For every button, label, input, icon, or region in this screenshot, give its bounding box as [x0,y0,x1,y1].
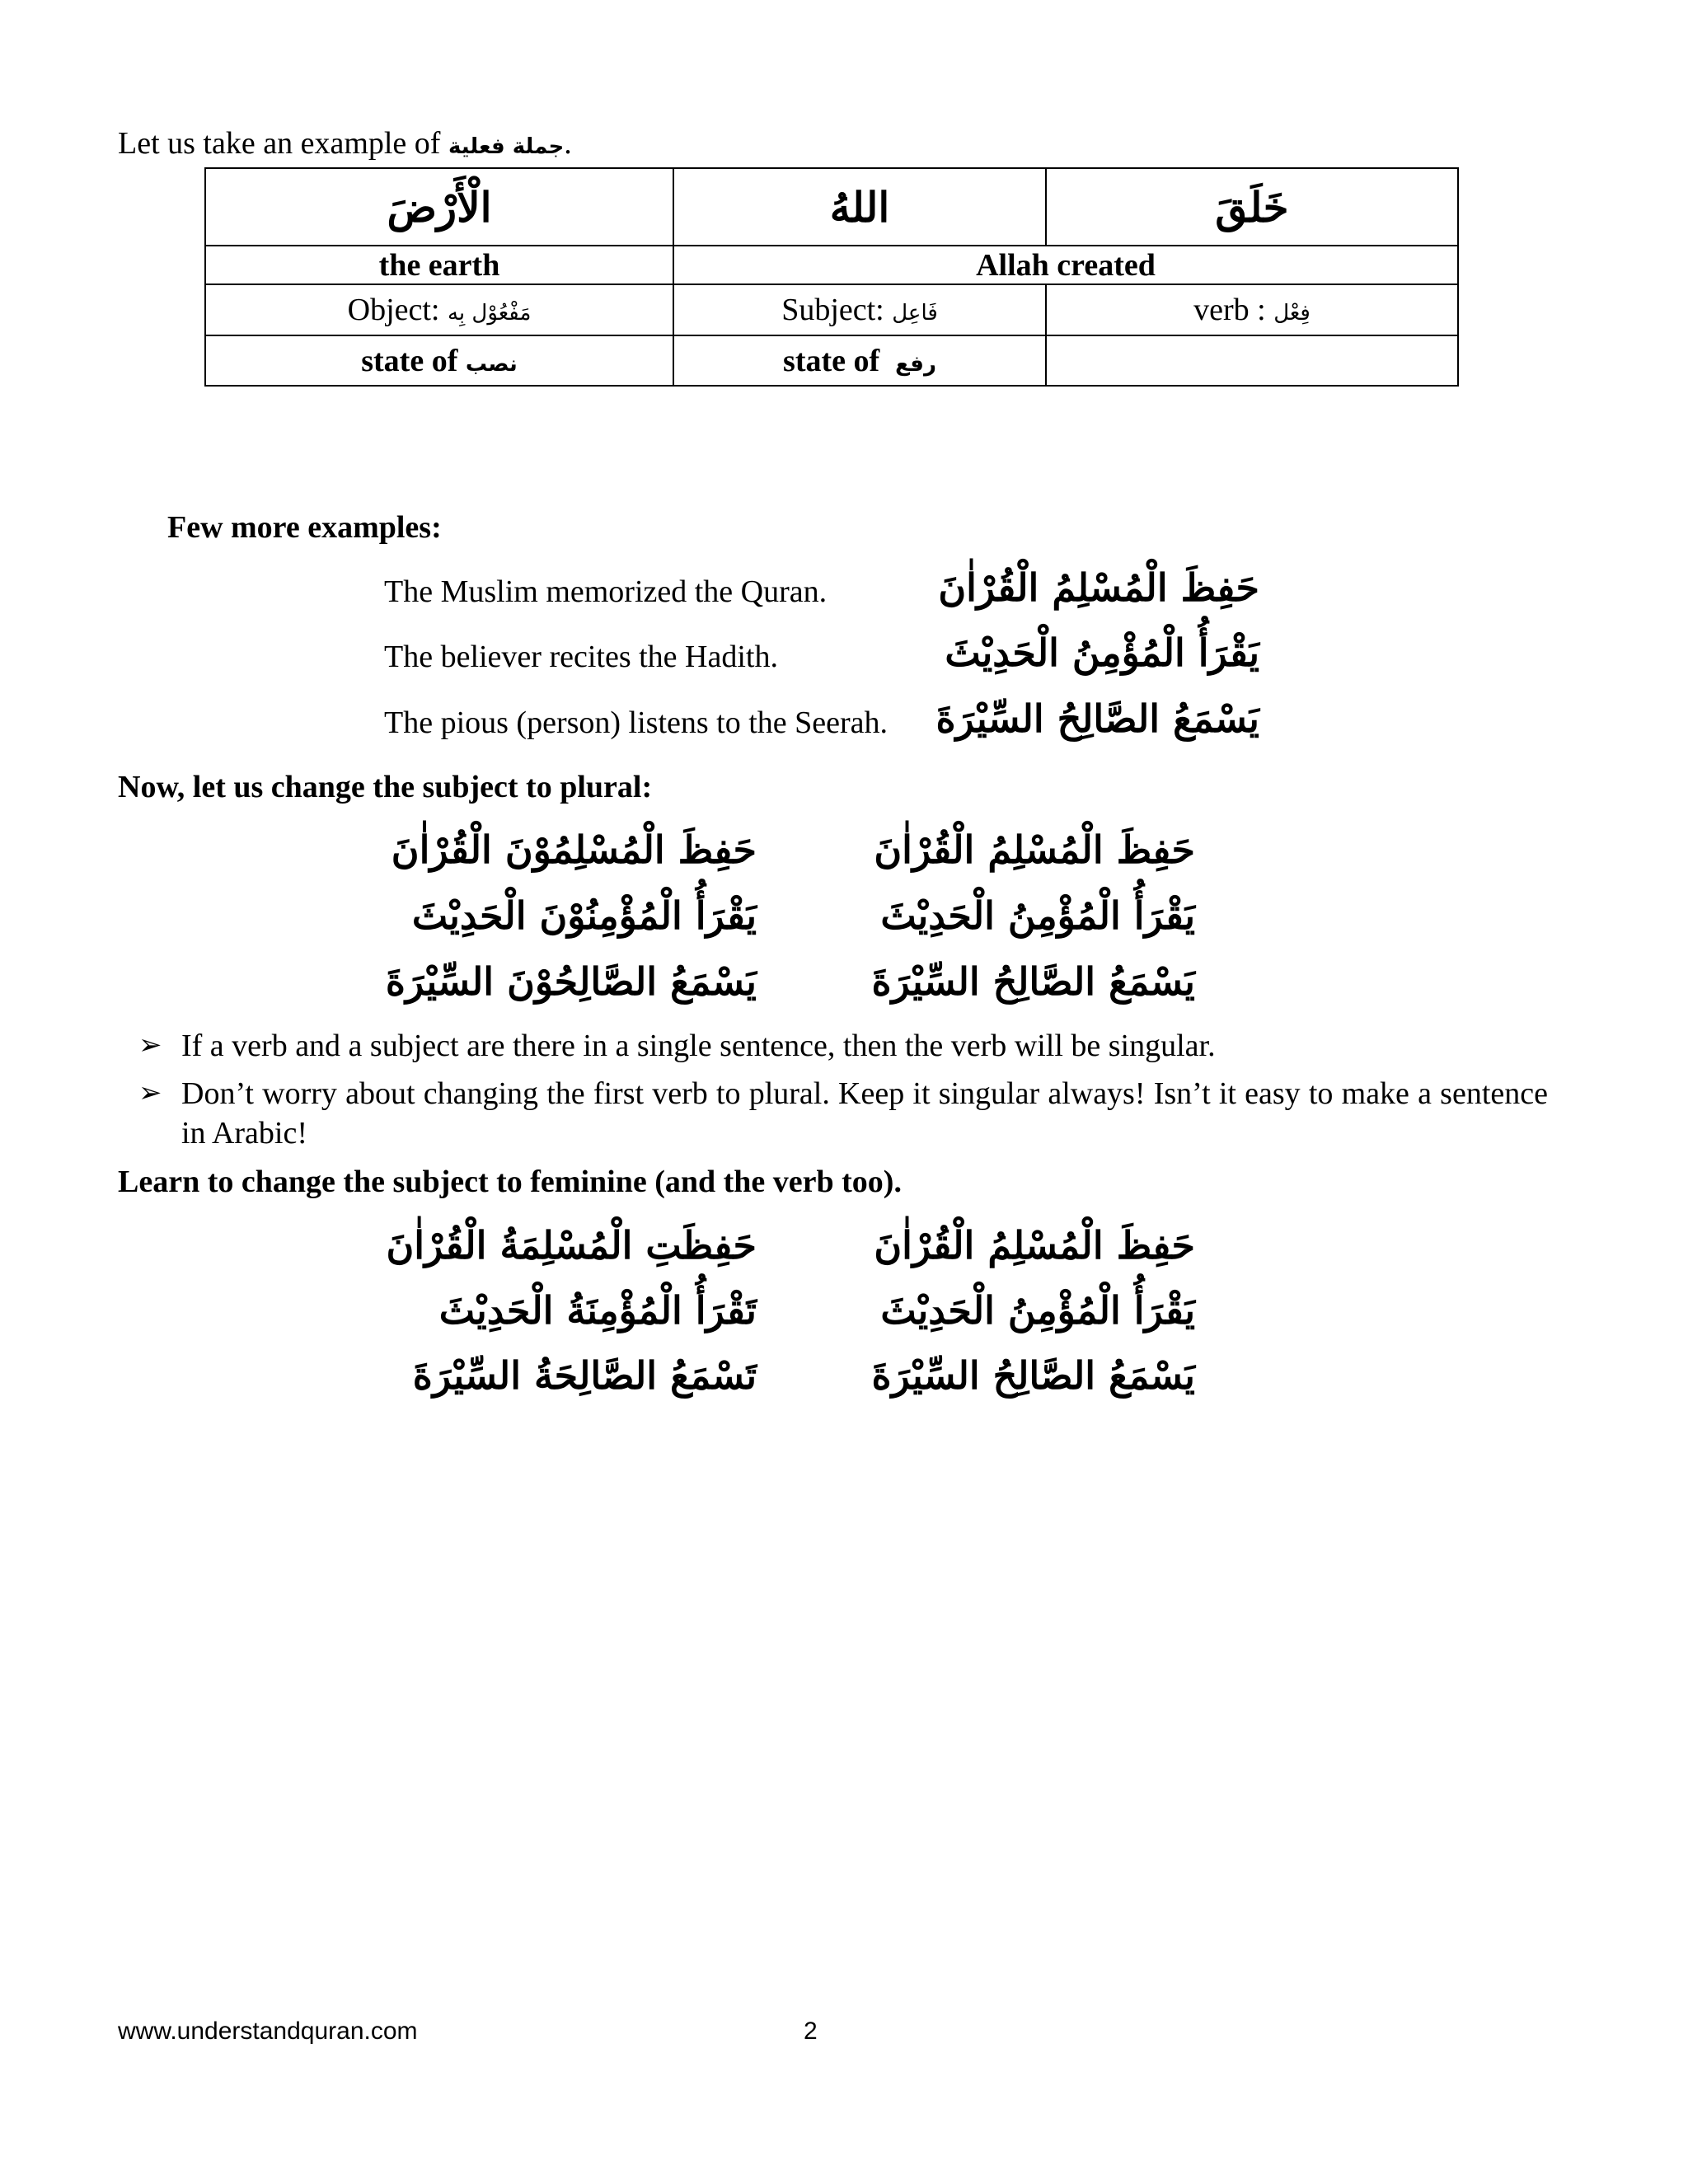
table-cell-subject-role: Subject: فَاعِل [673,284,1046,335]
example-english: The believer recites the Hadith. [384,640,778,674]
note-text: Don’t worry about changing the first verb to plural. Keep it singular always! Isn’t it easy to make a sentence in Arabic! [181,1076,1548,1151]
feminine-pair-row [0,1353,1688,1411]
masculine-sentence: حَفِظَ الْمُسْلِمُ الْقُرْاٰنَ [874,1223,1195,1268]
table-row-states [205,335,1458,386]
masculine-sentence: يَسْمَعُ الصَّالِحُ السِّيْرَةَ [871,1353,1195,1398]
note-item [138,1026,1548,1066]
example-row [0,565,1688,623]
feminine-sentence: تَقْرَأُ الْمُؤْمِنَةُ الْحَدِيْثَ [438,1288,757,1333]
note-text: If a verb and a subject are there in a single sentence, then the verb will be singular. [181,1029,1216,1063]
table-cell-verb-state [1046,335,1458,386]
singular-sentence: حَفِظَ الْمُسْلِمُ الْقُرْاٰنَ [874,827,1195,872]
feminine-sentence: تَسْمَعُ الصَّالِحَةُ السِّيْرَةَ [412,1353,757,1398]
plural-sentence: حَفِظَ الْمُسْلِمُوْنَ الْقُرْاٰنَ [391,827,757,872]
few-examples-heading: Few more examples: [167,510,442,545]
singular-sentence: يَسْمَعُ الصَّالِحُ السِّيْرَةَ [871,959,1195,1004]
example-english: The Muslim memorized the Quran. [384,574,828,609]
arrow-bullet-icon: ➢ [138,1078,162,1108]
table-cell-verb-subject-english: Allah created [673,246,1458,284]
plural-pair-row [0,893,1688,951]
intro-text: Let us take an example of [118,126,441,161]
table-cell-object-english: the earth [205,246,673,284]
example-row [0,630,1688,688]
table-cell-verb-arabic: خَلَقَ [1046,168,1458,246]
table-cell-subject-arabic: اللهُ [673,168,1046,246]
table-cell-verb-role: verb : فِعْل [1046,284,1458,335]
plural-heading: Now, let us change the subject to plural: [118,770,653,804]
page-number: 2 [804,2018,818,2045]
feminine-heading: Learn to change the subject to feminine (and the verb too). [118,1165,902,1199]
plural-sentence: يَقْرَأُ الْمُؤْمِنُوْنَ الْحَدِيْثَ [411,893,757,938]
plural-sentence: يَسْمَعُ الصَّالِحُوْنَ السِّيْرَةَ [385,959,757,1004]
example-arabic: حَفِظَ الْمُسْلِمُ الْقُرْاٰنَ [938,565,1259,610]
arrow-bullet-icon: ➢ [138,1030,162,1061]
feminine-sentence: حَفِظَتِ الْمُسْلِمَةُ الْقُرْاٰنَ [386,1223,757,1268]
table-row-english [205,246,1458,284]
plural-pair-row [0,959,1688,1017]
example-row [0,696,1688,754]
table-row-roles [205,284,1458,335]
plural-pair-row [0,827,1688,885]
example-arabic: يَقْرَأُ الْمُؤْمِنُ الْحَدِيْثَ [945,630,1259,675]
grammar-table [204,167,1459,387]
example-arabic: يَسْمَعُ الصَّالِحُ السِّيْرَةَ [935,696,1259,741]
notes-list [138,1026,1548,1161]
table-cell-object-role: Object: مَفْعُوْل بِه [205,284,673,335]
singular-sentence: يَقْرَأُ الْمُؤْمِنُ الْحَدِيْثَ [880,893,1195,938]
table-row-arabic [205,168,1458,246]
table-cell-subject-state: state of رفع [673,335,1046,386]
intro-line [118,124,572,166]
note-item [138,1074,1548,1153]
feminine-pair-row [0,1223,1688,1281]
masculine-sentence: يَقْرَأُ الْمُؤْمِنُ الْحَدِيْثَ [880,1288,1195,1333]
example-english: The pious (person) listens to the Seerah. [384,705,889,740]
intro-period: . [564,126,572,161]
table-cell-object-state: state of نصب [205,335,673,386]
feminine-pair-row [0,1288,1688,1346]
footer-url: www.understandquran.com [118,2018,418,2045]
intro-arabic-term: جملة فعلية [448,134,565,159]
table-cell-object-arabic: الْأَرْضَ [205,168,673,246]
